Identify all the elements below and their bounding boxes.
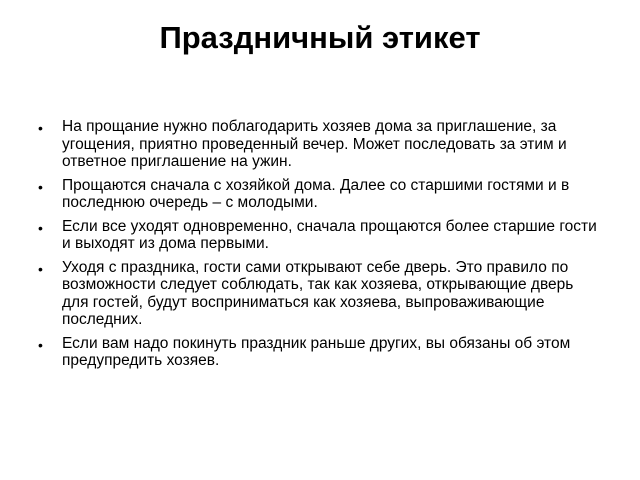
bullet-dot-icon: • — [38, 336, 43, 353]
bullet-text: На прощание нужно поблагодарить хозяев дома за приглашение, за угощения, приятно проведенный вечер. Может последовать за этим и ответное приглашение на ужин. — [62, 118, 567, 170]
bullet-text: Прощаются сначала с хозяйкой дома. Далее со старшими гостями и в последнюю очередь – с молодыми. — [62, 176, 570, 211]
list-item — [38, 335, 598, 370]
bullet-dot-icon: • — [38, 219, 43, 236]
list-item — [38, 118, 598, 171]
bullet-list — [38, 118, 598, 376]
bullet-text: Уходя с праздника, гости сами открывают себе дверь. Это правило по возможности следует соблюдать, так как хозяева, открывающие дверь для гостей, будут восприниматься как хозяева, выпроваживающие последних. — [62, 258, 574, 328]
list-item — [38, 177, 598, 212]
list-item — [38, 218, 598, 253]
bullet-text: Если все уходят одновременно, сначала прощаются более старшие гости и выходят из дома первыми. — [62, 217, 597, 252]
slide-title: Праздничный этикет — [159, 20, 481, 55]
bullet-dot-icon: • — [38, 178, 43, 195]
bullet-text: Если вам надо покинуть праздник раньше других, вы обязаны об этом предупредить хозяев. — [62, 334, 571, 369]
bullet-dot-icon: • — [38, 120, 43, 136]
bullet-dot-icon: • — [38, 260, 43, 277]
list-item — [38, 259, 598, 329]
